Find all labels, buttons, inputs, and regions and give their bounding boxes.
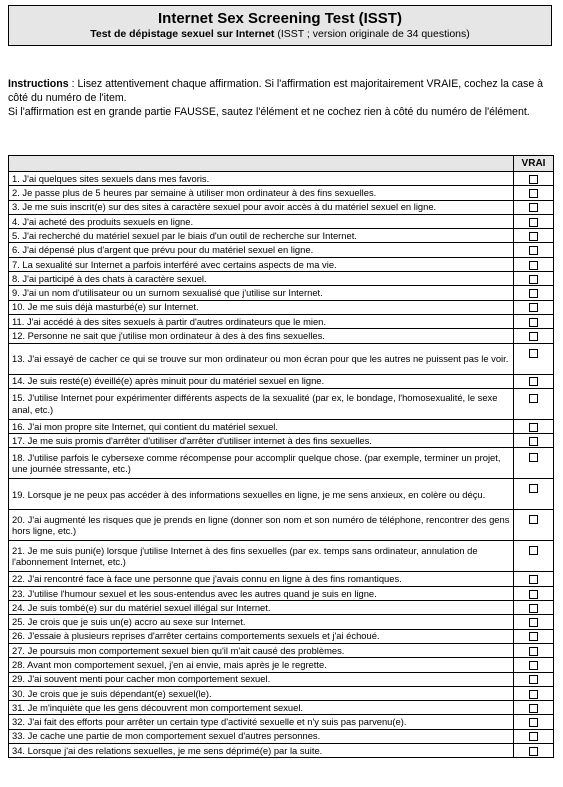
table-row	[9, 286, 554, 300]
vrai-cell	[514, 257, 554, 271]
vrai-checkbox[interactable]	[529, 332, 538, 341]
item-text: 26. J'essaie à plusieurs reprises d'arrêter certains comportements sexuels et j'ai échoué.	[9, 629, 514, 643]
vrai-checkbox[interactable]	[529, 377, 538, 386]
vrai-checkbox[interactable]	[529, 175, 538, 184]
vrai-cell	[514, 479, 554, 510]
instructions-line-1: : Lisez attentivement chaque affirmation. Si l'affirmation est majoritairement VRAIE, cochez la case à côté du numéro de l'item.	[8, 78, 544, 105]
vrai-cell	[514, 419, 554, 433]
vrai-cell	[514, 388, 554, 419]
table-row	[9, 214, 554, 228]
vrai-cell	[514, 172, 554, 186]
vrai-cell	[514, 715, 554, 729]
vrai-cell	[514, 214, 554, 228]
table-row	[9, 572, 554, 586]
table-row	[9, 243, 554, 257]
vrai-cell	[514, 286, 554, 300]
vrai-checkbox[interactable]	[529, 275, 538, 284]
item-text: 3. Je me suis inscrit(e) sur des sites à caractère sexuel pour avoir accès à du matériel sexuel en ligne.	[9, 200, 514, 214]
item-text: 16. J'ai mon propre site Internet, qui contient du matériel sexuel.	[9, 419, 514, 433]
table-row	[9, 510, 554, 541]
vrai-cell	[514, 744, 554, 758]
header-vrai: VRAI	[514, 156, 554, 172]
table-row	[9, 374, 554, 388]
item-text: 24. Je suis tombé(e) sur du matériel sexuel illégal sur Internet.	[9, 601, 514, 615]
table-row	[9, 643, 554, 657]
item-text: 8. J'ai participé à des chats à caractère sexuel.	[9, 272, 514, 286]
vrai-checkbox[interactable]	[529, 484, 538, 493]
item-text: 13. J'ai essayé de cacher ce qui se trouve sur mon ordinateur ou mon écran pour que les autres ne puissent pas le voir.	[9, 343, 514, 374]
table-row	[9, 186, 554, 200]
vrai-cell	[514, 434, 554, 448]
table-row	[9, 672, 554, 686]
vrai-cell	[514, 601, 554, 615]
table-row	[9, 172, 554, 186]
item-text: 9. J'ai un nom d'utilisateur ou un surnom sexualisé que j'utilise sur Internet.	[9, 286, 514, 300]
item-text: 33. Je cache une partie de mon comportement sexuel d'autres personnes.	[9, 729, 514, 743]
table-row	[9, 541, 554, 572]
vrai-checkbox[interactable]	[529, 647, 538, 656]
document-subtitle	[9, 27, 551, 41]
title-box	[8, 5, 552, 46]
vrai-checkbox[interactable]	[529, 289, 538, 298]
table-row	[9, 615, 554, 629]
table-row	[9, 343, 554, 374]
vrai-cell	[514, 200, 554, 214]
questions-table	[8, 155, 554, 758]
vrai-cell	[514, 615, 554, 629]
subtitle-rest: (ISST ; version originale de 34 questions)	[274, 28, 470, 40]
table-row	[9, 601, 554, 615]
table-row	[9, 658, 554, 672]
item-text: 27. Je poursuis mon comportement sexuel bien qu'il m'ait causé des problèmes.	[9, 643, 514, 657]
vrai-cell	[514, 586, 554, 600]
vrai-checkbox[interactable]	[529, 246, 538, 255]
item-text: 14. Je suis resté(e) éveillé(e) après minuit pour du matériel sexuel en ligne.	[9, 374, 514, 388]
item-text: 25. Je crois que je suis un(e) accro au sexe sur Internet.	[9, 615, 514, 629]
vrai-checkbox[interactable]	[529, 604, 538, 613]
table-row	[9, 448, 554, 479]
vrai-cell	[514, 541, 554, 572]
item-text: 32. J'ai fait des efforts pour arrêter un certain type d'activité sexuelle et n'y suis pas parvenu(e).	[9, 715, 514, 729]
vrai-cell	[514, 300, 554, 314]
table-row	[9, 479, 554, 510]
instructions-paragraph-1	[8, 77, 556, 105]
table-body	[9, 172, 554, 758]
vrai-cell	[514, 329, 554, 343]
table-row	[9, 419, 554, 433]
vrai-cell	[514, 314, 554, 328]
table-row	[9, 300, 554, 314]
table-row	[9, 200, 554, 214]
item-text: 7. La sexualité sur Internet a parfois interféré avec certains aspects de ma vie.	[9, 257, 514, 271]
vrai-checkbox[interactable]	[529, 747, 538, 756]
item-text: 6. J'ai dépensé plus d'argent que prévu pour du matériel sexuel en ligne.	[9, 243, 514, 257]
vrai-cell	[514, 243, 554, 257]
item-text: 18. J'utilise parfois le cybersexe comme récompense pour accomplir quelque chose. (par exemple, terminer un projet, une journée stressante, etc.)	[9, 448, 514, 479]
item-text: 1. J'ai quelques sites sexuels dans mes favoris.	[9, 172, 514, 186]
table-row	[9, 272, 554, 286]
vrai-checkbox[interactable]	[529, 590, 538, 599]
item-text: 22. J'ai rencontré face à face une personne que j'avais connu en ligne à des fins romantiques.	[9, 572, 514, 586]
table-row	[9, 744, 554, 758]
item-text: 21. Je me suis puni(e) lorsque j'utilise Internet à des fins sexuelles (par ex. temps sans ordinateur, annulation de l'abonnement Internet, etc.)	[9, 541, 514, 572]
vrai-checkbox[interactable]	[529, 189, 538, 198]
item-text: 19. Lorsque je ne peux pas accéder à des informations sexuelles en ligne, je me sens anxieux, en colère ou déçu.	[9, 479, 514, 510]
subtitle-bold: Test de dépistage sexuel sur Internet	[90, 28, 275, 40]
item-text: 12. Personne ne sait que j'utilise mon ordinateur à des à des fins sexuelles.	[9, 329, 514, 343]
vrai-checkbox[interactable]	[529, 203, 538, 212]
item-text: 10. Je me suis déjà masturbé(e) sur Internet.	[9, 300, 514, 314]
vrai-cell	[514, 186, 554, 200]
item-text: 23. J'utilise l'humour sexuel et les sous-entendus avec les autres quand je suis en ligne.	[9, 586, 514, 600]
item-text: 30. Je crois que je suis dépendant(e) sexuel(le).	[9, 686, 514, 700]
table-row	[9, 329, 554, 343]
vrai-checkbox[interactable]	[529, 732, 538, 741]
table-row	[9, 314, 554, 328]
table-row	[9, 434, 554, 448]
vrai-cell	[514, 643, 554, 657]
vrai-checkbox[interactable]	[529, 515, 538, 524]
vrai-checkbox[interactable]	[529, 661, 538, 670]
vrai-cell	[514, 510, 554, 541]
vrai-checkbox[interactable]	[529, 575, 538, 584]
vrai-cell	[514, 686, 554, 700]
vrai-checkbox[interactable]	[529, 394, 538, 403]
vrai-checkbox[interactable]	[529, 690, 538, 699]
item-text: 4. J'ai acheté des produits sexuels en ligne.	[9, 214, 514, 228]
vrai-cell	[514, 272, 554, 286]
vrai-checkbox[interactable]	[529, 632, 538, 641]
vrai-checkbox[interactable]	[529, 437, 538, 446]
vrai-checkbox[interactable]	[529, 349, 538, 358]
vrai-checkbox[interactable]	[529, 675, 538, 684]
vrai-checkbox[interactable]	[529, 423, 538, 432]
vrai-cell	[514, 374, 554, 388]
table-row	[9, 729, 554, 743]
item-text: 17. Je me suis promis d'arrêter d'utiliser d'arrêter d'utiliser internet à des fins sexuelles.	[9, 434, 514, 448]
item-text: 31. Je m'inquiète que les gens découvrent mon comportement sexuel.	[9, 701, 514, 715]
vrai-cell	[514, 672, 554, 686]
vrai-cell	[514, 343, 554, 374]
table-row	[9, 229, 554, 243]
vrai-cell	[514, 448, 554, 479]
table-header-row	[9, 156, 554, 172]
header-blank-cell	[9, 156, 514, 172]
item-text: 5. J'ai recherché du matériel sexuel par le biais d'un outil de recherche sur Internet.	[9, 229, 514, 243]
instructions-label: Instructions	[8, 78, 69, 90]
item-text: 15. J'utilise Internet pour expérimenter différents aspects de la sexualité (par ex, le bondage, l'homosexualité, le sexe anal, etc.)	[9, 388, 514, 419]
vrai-cell	[514, 658, 554, 672]
vrai-checkbox[interactable]	[529, 303, 538, 312]
vrai-checkbox[interactable]	[529, 318, 538, 327]
table-row	[9, 629, 554, 643]
item-text: 29. J'ai souvent menti pour cacher mon comportement sexuel.	[9, 672, 514, 686]
instructions	[8, 77, 556, 120]
item-text: 20. J'ai augmenté les risques que je prends en ligne (donner son nom et son numéro de téléphone, rencontrer des gens hors ligne, etc.)	[9, 510, 514, 541]
table-row	[9, 388, 554, 419]
table-row	[9, 586, 554, 600]
instructions-line-2: Si l'affirmation est en grande partie FAUSSE, sautez l'élément et ne cochez rien à côté du numéro de l'élément.	[8, 106, 530, 119]
vrai-checkbox[interactable]	[529, 261, 538, 270]
vrai-checkbox[interactable]	[529, 546, 538, 555]
vrai-cell	[514, 729, 554, 743]
vrai-checkbox[interactable]	[529, 704, 538, 713]
table-row	[9, 715, 554, 729]
vrai-checkbox[interactable]	[529, 453, 538, 462]
vrai-checkbox[interactable]	[529, 232, 538, 241]
table-row	[9, 686, 554, 700]
item-text: 34. Lorsque j'ai des relations sexuelles, je me sens déprimé(e) par la suite.	[9, 744, 514, 758]
vrai-cell	[514, 572, 554, 586]
vrai-cell	[514, 629, 554, 643]
vrai-checkbox[interactable]	[529, 718, 538, 727]
vrai-cell	[514, 701, 554, 715]
vrai-checkbox[interactable]	[529, 618, 538, 627]
table-row	[9, 257, 554, 271]
table-row	[9, 701, 554, 715]
item-text: 2. Je passe plus de 5 heures par semaine à utiliser mon ordinateur à des fins sexuelles.	[9, 186, 514, 200]
document-title: Internet Sex Screening Test (ISST)	[158, 10, 402, 27]
vrai-checkbox[interactable]	[529, 218, 538, 227]
item-text: 11. J'ai accédé à des sites sexuels à partir d'autres ordinateurs que le mien.	[9, 314, 514, 328]
vrai-cell	[514, 229, 554, 243]
item-text: 28. Avant mon comportement sexuel, j'en ai envie, mais après je le regrette.	[9, 658, 514, 672]
